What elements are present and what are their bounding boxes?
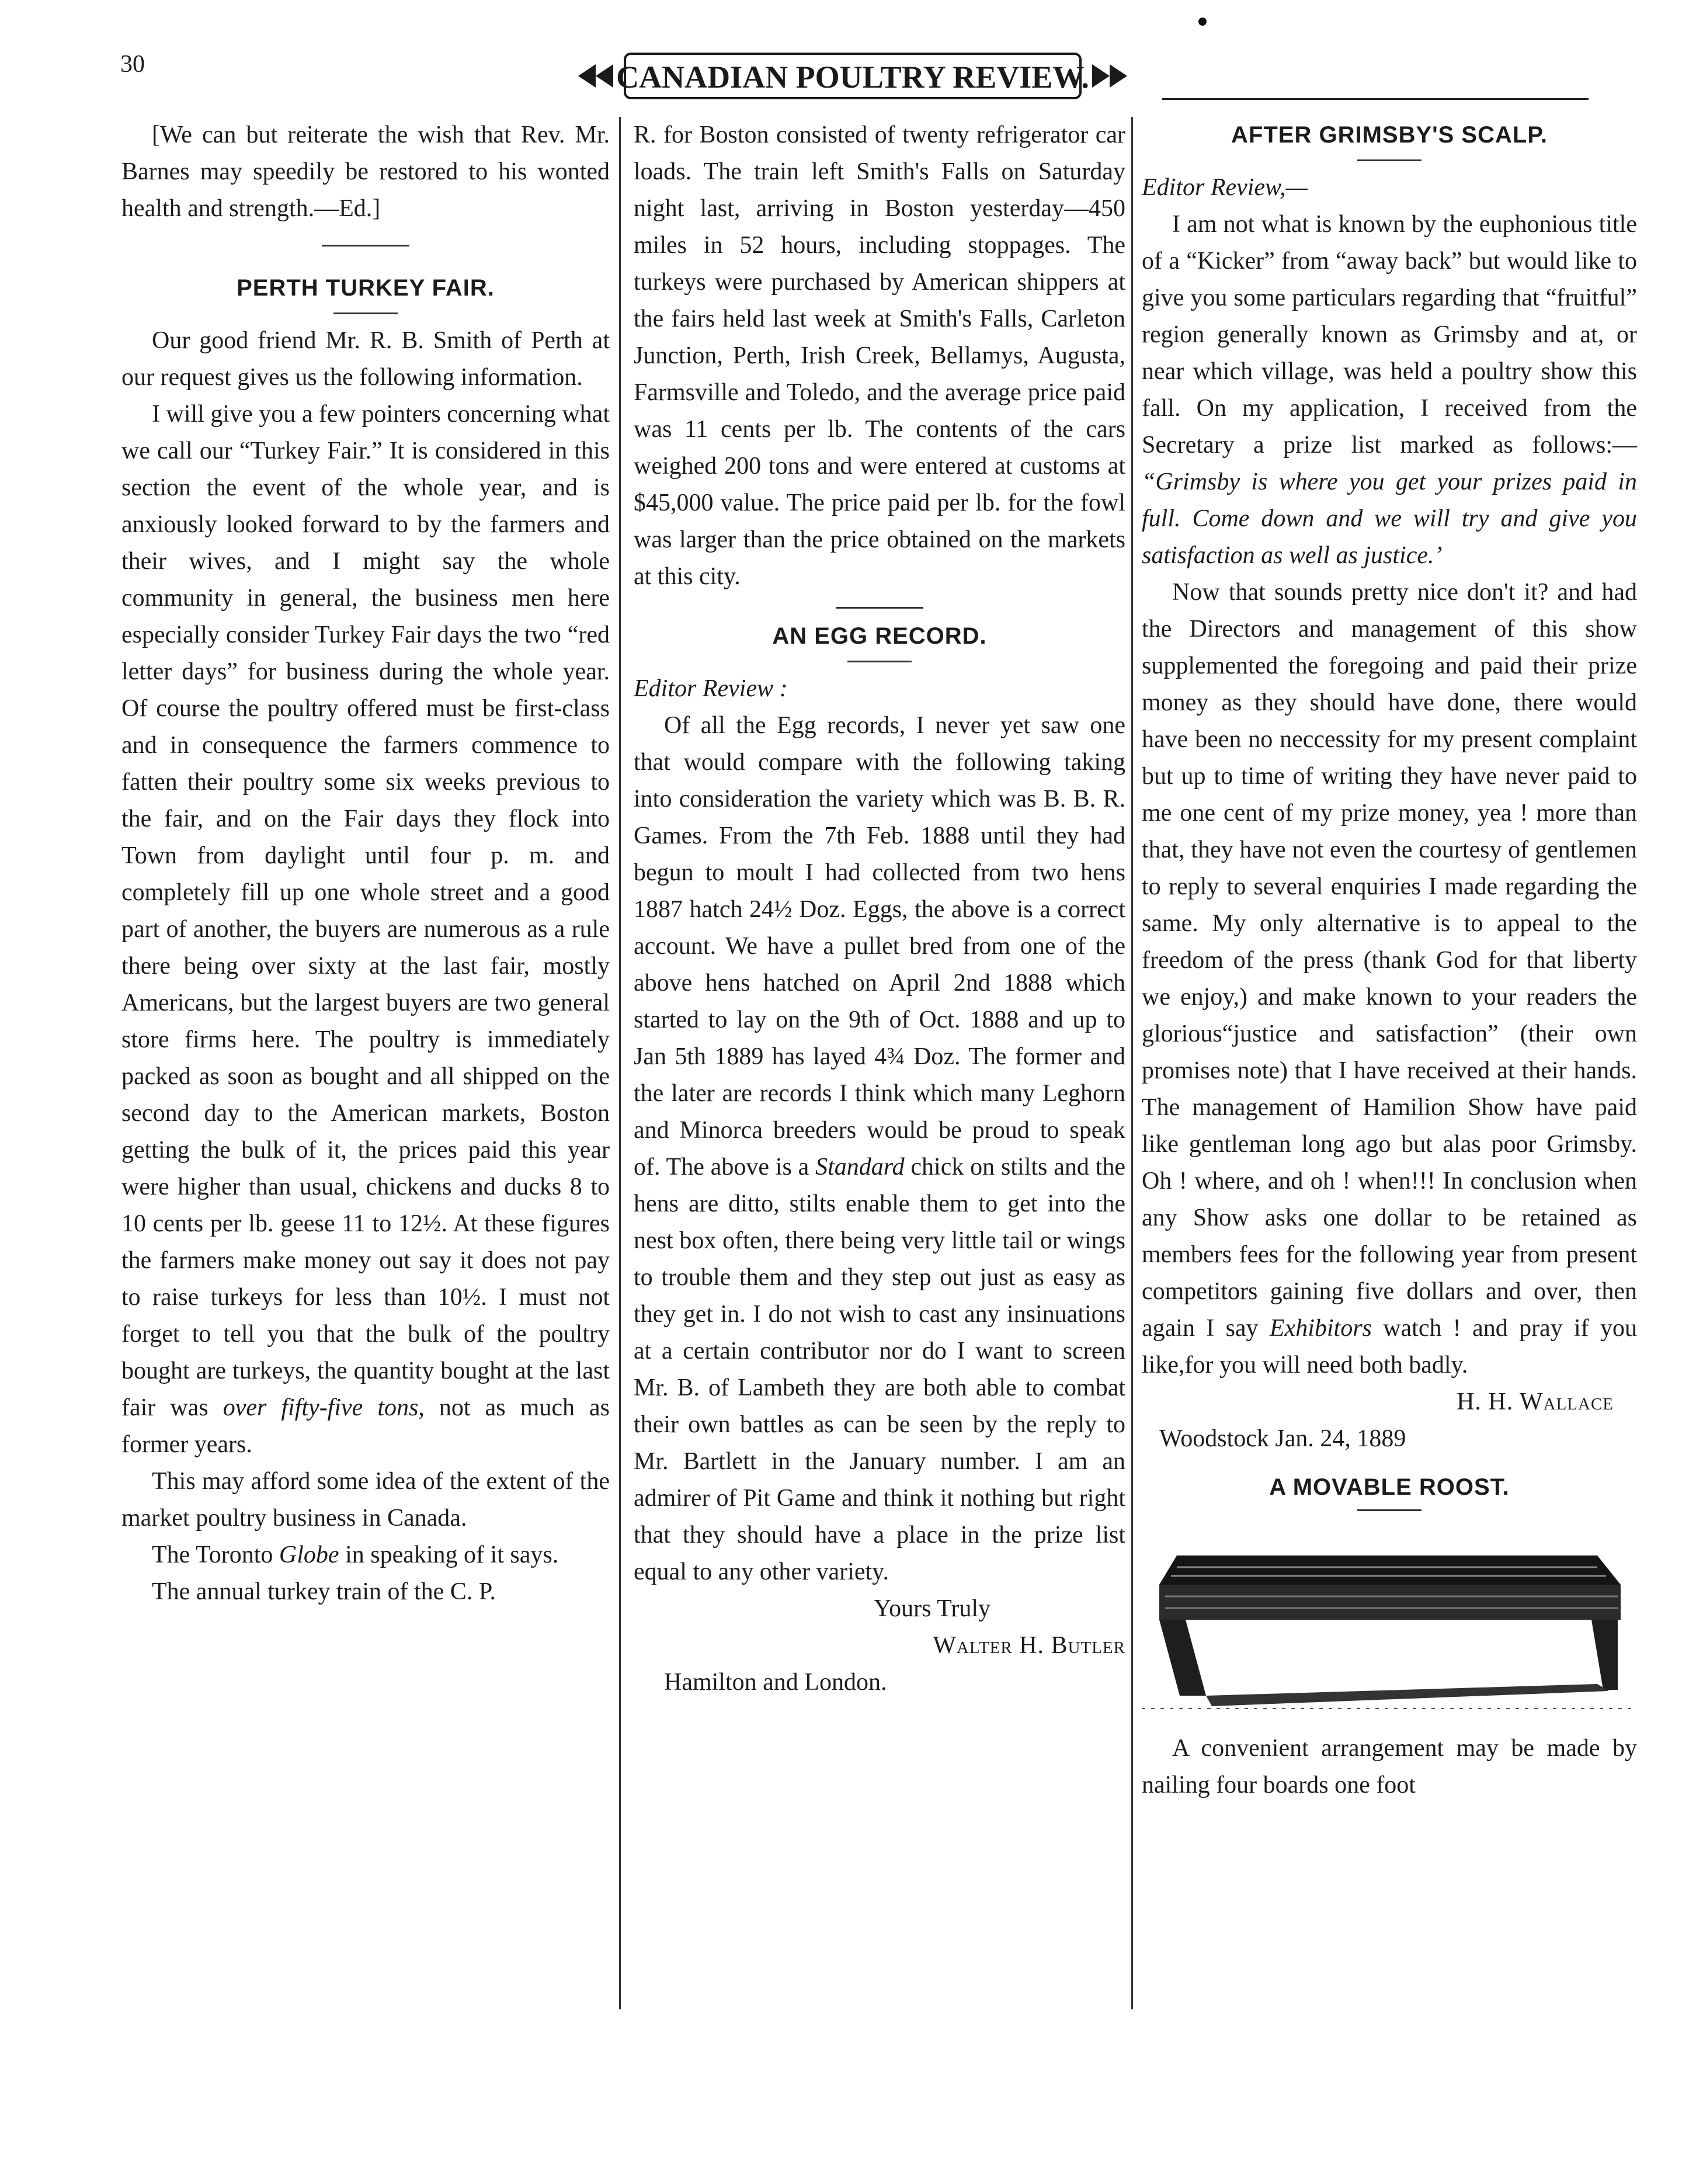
paragraph: The Toronto Globe in speaking of it says.	[152, 1541, 559, 1568]
column-1	[121, 117, 610, 1610]
salutation: Editor Review,—	[1142, 174, 1308, 201]
heading-perth-turkey-fair: PERTH TURKEY FAIR.	[237, 275, 495, 301]
closing: Yours Truly	[873, 1595, 991, 1622]
signature: Walter H. Butler	[933, 1632, 1125, 1659]
paragraph: I will give you a few pointers concerning what we call our “Turkey Fair.” It is considered in this section the event of the whole year, and is anxiously looked forward to by the farmers and their wives, and I might say the whole community in general, the business men here especially consider Turkey Fair days the two “red letter days” for business during the whole year. Of course the poultry offered must be first-class and in consequence the farmers commence to fatten their poultry some six weeks previous to the fair, and on the Fair days they flock into Town from daylight until four p. m. and completely fill up one whole street and a good part of another, the buyers are numerous as a rule there being over sixty at the last fair, mostly Americans, but the largest buyers are two general store firms here. The poultry is immediately packed as soon as bought and all shipped on the second day to the American markets, Boston getting the bulk of it, the prices paid this year were higher than usual, chickens and ducks 8 to 10 cents per lb. geese 11 to 12½. At these figures the farmers make money out say it does not pay to raise turkeys for less than 10½. I must not forget to tell you that the bulk of the poultry bought are turkeys, the quantity bought at the last fair was over fifty-five tons, not as much as former years.	[121, 401, 610, 1458]
column-divider-left	[619, 117, 621, 2009]
heading-egg-record: AN EGG RECORD.	[772, 623, 987, 649]
column-divider-right	[1131, 117, 1133, 2009]
paragraph: Now that sounds pretty nice don't it? and had the Directors and management of this show supplemented the foregoing and paid their prize money as they should have done, there would have been no neccessity for my present complaint but up to time of writing they have never paid to me one cent of my prize money, yea ! more than that, they have not even the courtesy of gentlemen to reply to several enquiries I made regarding the same. My only alternative is to appeal to the freedom of the press (thank God for that liberty we enjoy,) and make known to your readers the glorious“justice and satisfaction” (their own promises note) that I have received at their hands. The management of Hamilion Show have paid like gentleman long ago but alas poor Grimsby. Oh ! where, and oh ! when!!! In conclusion when any Show asks one dollar to be retained as members fees for the following year from present competitors gaining five dollars and over, then again I say Exhibitors watch ! and pray if you like,for you will need both badly.	[1142, 579, 1637, 1379]
signature: H. H. Wallace	[1457, 1388, 1614, 1415]
masthead-banner-icon	[572, 41, 1133, 111]
movable-roost-illustration-icon	[1142, 1520, 1632, 1713]
divider	[836, 607, 923, 609]
paragraph: A convenient arrangement may be made by nailing four boards one foot	[1142, 1735, 1637, 1798]
paragraph: This may afford some idea of the extent of the market poultry business in Canada.	[121, 1468, 610, 1532]
column-2	[634, 117, 1125, 1701]
paragraph: R. for Boston consisted of twenty refrigerator car loads. The train left Smith's Falls on Saturday night last, arriving in Boston yesterday—450 miles in 52 hours, including stoppages. The turkeys were purchased by American shippers at the fairs held last week at Smith's Falls, Carleton Junction, Perth, Irish Creek, Bellamys, Augusta, Farmsville and Toledo, and the average price paid was 11 cents per lb. The contents of the cars weighed 200 tons and were entered at customs at $45,000 value. The price paid per lb. for the fowl was larger than the price obtained on the markets at this city.	[634, 121, 1125, 590]
editor-note: [We can but reiterate the wish that Rev. Mr. Barnes may speedily be restored to his wonted health and strength.—Ed.]	[121, 121, 610, 222]
paragraph: I am not what is known by the euphonious title of a “Kicker” from “away back” but would like to give you some particulars regarding that “fruitful” region generally known as Grimsby and at, or near which village, was held a poultry show this fall. On my application, I received from the Secretary a prize list marked as follows:— “Grimsby is where you get your prizes paid in full. Come down and we will try and give you satisfaction as well as justice.’	[1142, 211, 1637, 569]
column-3	[1142, 117, 1637, 1804]
dateline: Woodstock Jan. 24, 1889	[1159, 1425, 1406, 1452]
paragraph: Our good friend Mr. R. B. Smith of Perth at our request gives us the following information.	[121, 327, 610, 391]
divider	[333, 313, 398, 314]
paragraph: The annual turkey train of the C. P.	[152, 1578, 496, 1605]
heading-movable-roost: A MOVABLE ROOST.	[1269, 1474, 1510, 1500]
divider	[322, 245, 409, 246]
divider	[1357, 159, 1422, 161]
header-rule	[1162, 98, 1589, 100]
divider	[1357, 1509, 1422, 1511]
ink-dot	[1198, 18, 1207, 26]
masthead-title: CANADIAN POULTRY REVIEW.	[616, 60, 1089, 95]
divider	[847, 661, 912, 662]
paragraph: Of all the Egg records, I never yet saw one that would compare with the following taking into consideration the variety which was B. B. R. Games. From the 7th Feb. 1888 until they had begun to moult I had collected from two hens 1887 hatch 24½ Doz. Eggs, the above is a correct account. We have a pullet bred from one of the above hens hatched on April 2nd 1888 which started to lay on the 9th of Oct. 1888 and up to Jan 5th 1889 has layed 4¾ Doz. The former and the later are records I think which many Leghorn and Minorca breeders would be proud to speak of. The above is a Standard chick on stilts and the hens are ditto, stilts enable them to get into the nest box often, there being very little tail or wings to trouble them and they step out just as easy as they get in. I do not wish to cast any insinuations at a certain contributor nor do I want to screen Mr. B. of Lambeth they are both able to combat their own battles as can be seen by the reply to Mr. Bartlett in the January number. I am an admirer of Pit Game and think it nothing but right that they should have a place in the prize list equal to any other variety.	[634, 712, 1125, 1585]
salutation: Editor Review :	[634, 675, 788, 702]
masthead	[572, 41, 1133, 111]
location: Hamilton and London.	[664, 1669, 887, 1696]
heading-grimsby-scalp: AFTER GRIMSBY'S SCALP.	[1231, 122, 1548, 148]
page-number: 30	[120, 51, 145, 78]
